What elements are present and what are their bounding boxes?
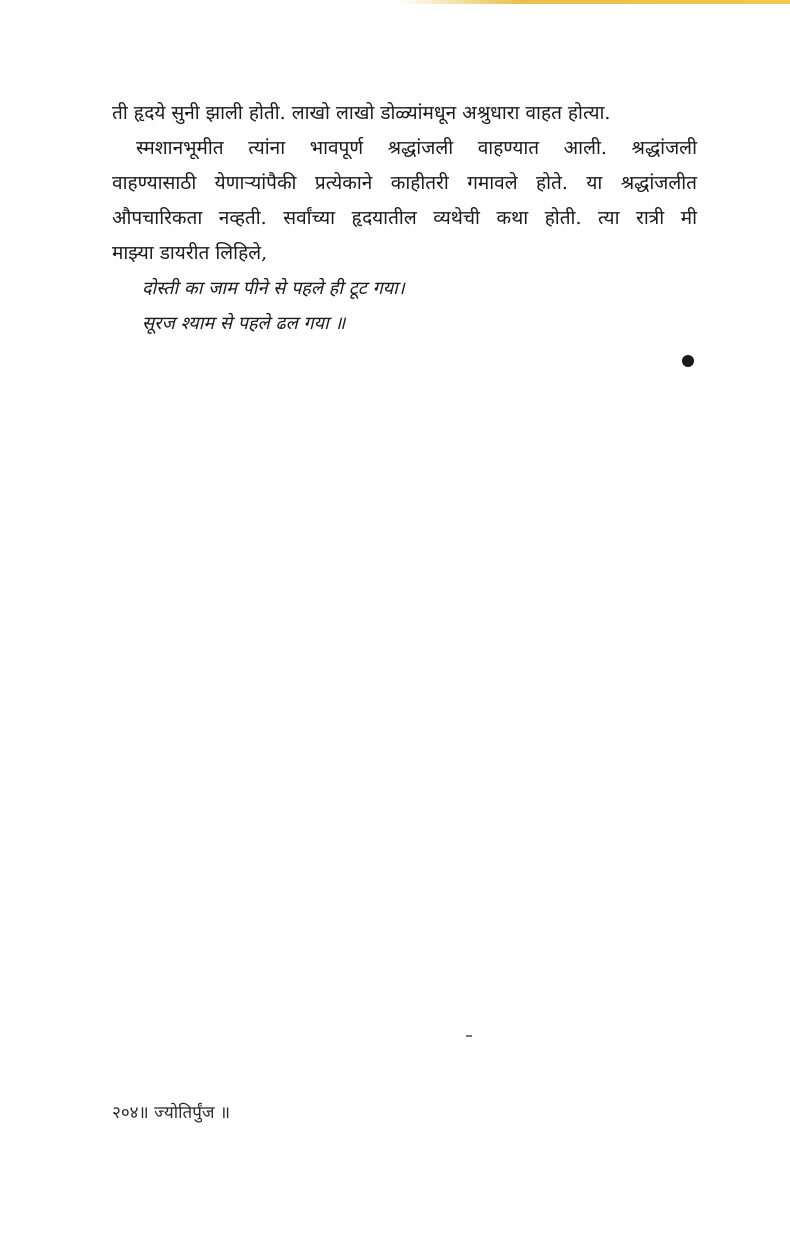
page-number: २०४ [112, 1103, 139, 1123]
text-line: औपचारिकता नव्हती. सर्वांच्या हृदयातील व्यथेची कथा होती. त्या रात्री मी [112, 207, 697, 229]
page-top-edge-stripe [400, 0, 790, 4]
paragraph-continued [112, 96, 697, 131]
page-footer [112, 1100, 230, 1123]
verse-line-1: दोस्ती का जाम पीने से पहले ही टूट गया। [142, 278, 405, 299]
scan-speck [466, 1035, 472, 1037]
paragraph-tribute [112, 131, 697, 271]
verse-line-2: सूरज श्याम से पहले ढल गया ॥ [142, 313, 346, 334]
verse-block [112, 271, 697, 341]
text-line: माझ्या डायरीत लिहिले, [112, 242, 268, 264]
running-book-title: ॥ ज्योतिर्पुंज ॥ [138, 1103, 231, 1123]
text-line: स्मशानभूमीत त्यांना भावपूर्ण श्रद्धांजली वाहण्यात आली. श्रद्धांजली [136, 137, 697, 159]
text-line: वाहण्यासाठी येणाऱ्यांपैकी प्रत्येकाने काहीतरी गमावले होते. या श्रद्धांजलीत [112, 172, 697, 194]
chapter-end-bullet [682, 355, 694, 367]
text-line: ती हृदये सुनी झाली होती. लाखो लाखो डोळ्यांमधून अश्रुधारा वाहत होत्या. [112, 102, 611, 124]
page-body [112, 96, 697, 341]
